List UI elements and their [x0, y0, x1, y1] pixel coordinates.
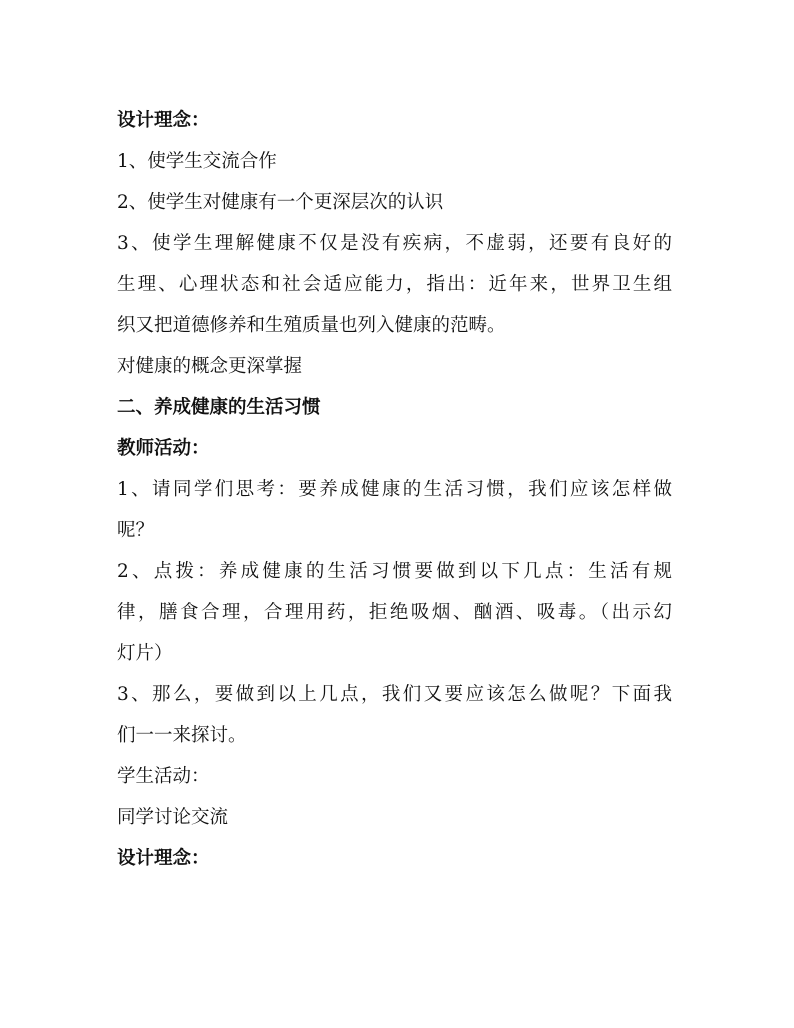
section-label-student-activity: 学生活动： [117, 766, 210, 787]
paragraph-line: 3、那么，要做到以上几点，我们又要应该怎么做呢？下面我 [117, 684, 672, 705]
paragraph-line: 律，膳食合理，合理用药，拒绝吸烟、酗酒、吸毒。（出示幻 [117, 602, 672, 623]
paragraph-line: 呢？ [117, 520, 155, 541]
paragraph-line: 1、请同学们思考：要养成健康的生活习惯，我们应该怎样做 [117, 479, 672, 500]
paragraph-line: 2、点拨：养成健康的生活习惯要做到以下几点：生活有规 [117, 561, 672, 582]
paragraph-line: 们一一来探讨。 [117, 725, 247, 746]
paragraph-line: 同学讨论交流 [117, 807, 229, 828]
paragraph-line: 对健康的概念更深掌握 [117, 356, 303, 377]
paragraph-line: 2、使学生对健康有一个更深层次的认识 [117, 192, 444, 213]
section-heading-habits: 二、养成健康的生活习惯 [117, 397, 321, 418]
section-heading-teacher-activity: 教师活动： [117, 438, 210, 459]
section-heading-design-concept: 设计理念： [117, 848, 210, 869]
paragraph-line: 灯片） [117, 643, 173, 664]
paragraph-line: 织又把道德修养和生殖质量也列入健康的范畴。 [117, 315, 506, 336]
paragraph-line: 3、使学生理解健康不仅是没有疾病，不虚弱，还要有良好的 [117, 233, 672, 254]
document-body [117, 100, 677, 879]
paragraph-line: 生理、心理状态和社会适应能力，指出：近年来，世界卫生组 [117, 274, 672, 295]
paragraph-line: 1、使学生交流合作 [117, 151, 277, 172]
section-heading-design-concept: 设计理念： [117, 110, 210, 131]
